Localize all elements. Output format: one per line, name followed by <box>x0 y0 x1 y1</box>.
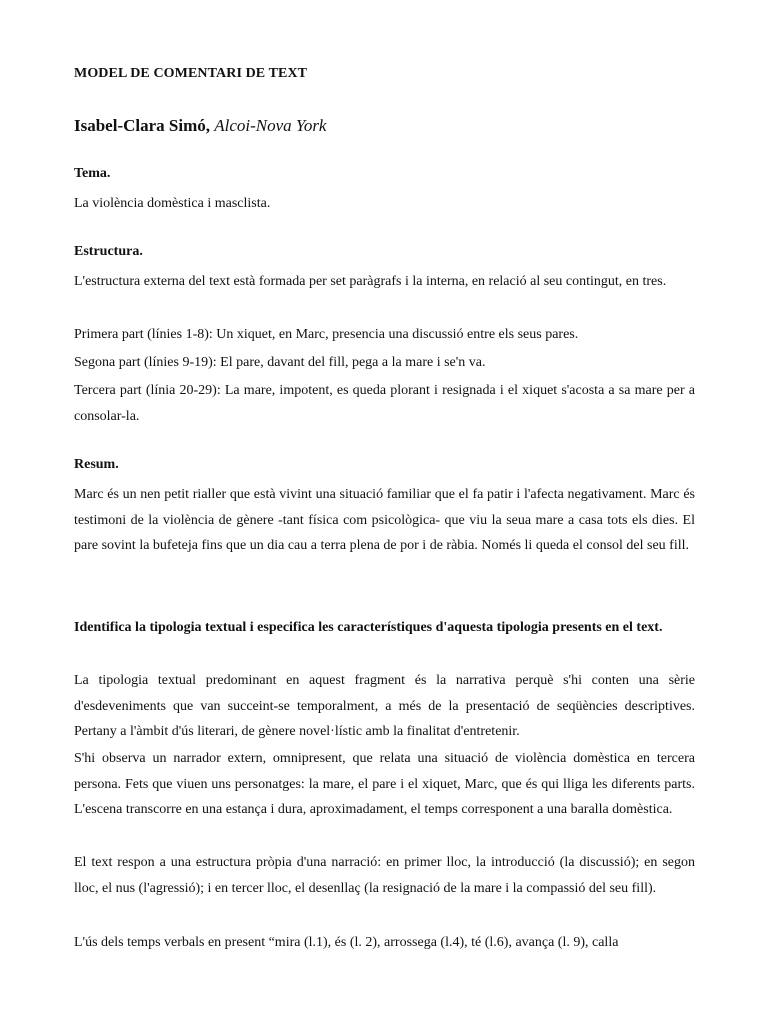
tipologia-paragraph-4: L'ús dels temps verbals en present “mira (l.1), és (l. 2), arrossega (l.4), té (l.6), avança (l. 9), calla <box>74 935 619 950</box>
heading-tema: Tema. <box>74 166 111 181</box>
tipologia-paragraph-2: S'hi observa un narrador extern, omnipresent, que relata una situació de violència domèstica en tercera persona. Fets que viuen uns personatges: la mare, el pare i el xiquet, Marc, que és qui lliga les diferents parts. L'escena transcorre en una estança i dura, aproximadament, el temps corresponent a una baralla domèstica. <box>74 751 695 818</box>
resum-text: Marc és un nen petit rialler que està vivint una situació familiar que el fa patir i l'afecta negativament. Marc és testimoni de la violència de gènere -tant física com psicològica- que viu la seua mare a casa tots els dies. El pare sovint la bufeteja fins que un dia cau a terra plena de por i de ràbia. Només li queda el consol del seu fill. <box>74 487 695 554</box>
estructura-paragraph-2: Primera part (línies 1-8): Un xiquet, en Marc, presencia una discussió entre els seus pares. <box>74 327 579 342</box>
heading-resum: Resum. <box>74 457 119 472</box>
work-title: Alcoi-Nova York <box>214 116 327 135</box>
estructura-paragraph-3: Segona part (línies 9-19): El pare, davant del fill, pega a la mare i se'n va. <box>74 355 486 370</box>
estructura-paragraph-1: L'estructura externa del text està formada per set paràgrafs i la interna, en relació al seu contingut, en tres. <box>74 274 667 289</box>
tipologia-paragraph-1: La tipologia textual predominant en aquest fragment és la narrativa perquè s'hi conten una sèrie d'esdeveniments que van succeint-se temporalment, a més de la presentació de seqüències descriptives. Pertany a l'àmbit d'ús literari, de gènere novel·lístic amb la finalitat d'entretenir. <box>74 673 695 740</box>
heading-estructura: Estructura. <box>74 244 143 259</box>
document-title: MODEL DE COMENTARI DE TEXT <box>74 66 308 81</box>
author-line <box>74 116 326 136</box>
tipologia-paragraph-3: El text respon a una estructura pròpia d'una narració: en primer lloc, la introducció (la discussió); en segon lloc, el nus (l'agressió); i en tercer lloc, el desenllaç (la resignació de la mare i la compassió del seu fill). <box>74 855 695 896</box>
author-name: Isabel-Clara Simó, <box>74 116 210 135</box>
estructura-paragraph-4: Tercera part (línia 20-29): La mare, impotent, es queda plorant i resignada i el xiquet s'acosta a sa mare per a consolar-la. <box>74 383 695 424</box>
tema-text: La violència domèstica i masclista. <box>74 196 271 211</box>
heading-tipologia: Identifica la tipologia textual i especifica les característiques d'aquesta tipologia presents en el text. <box>74 620 663 635</box>
